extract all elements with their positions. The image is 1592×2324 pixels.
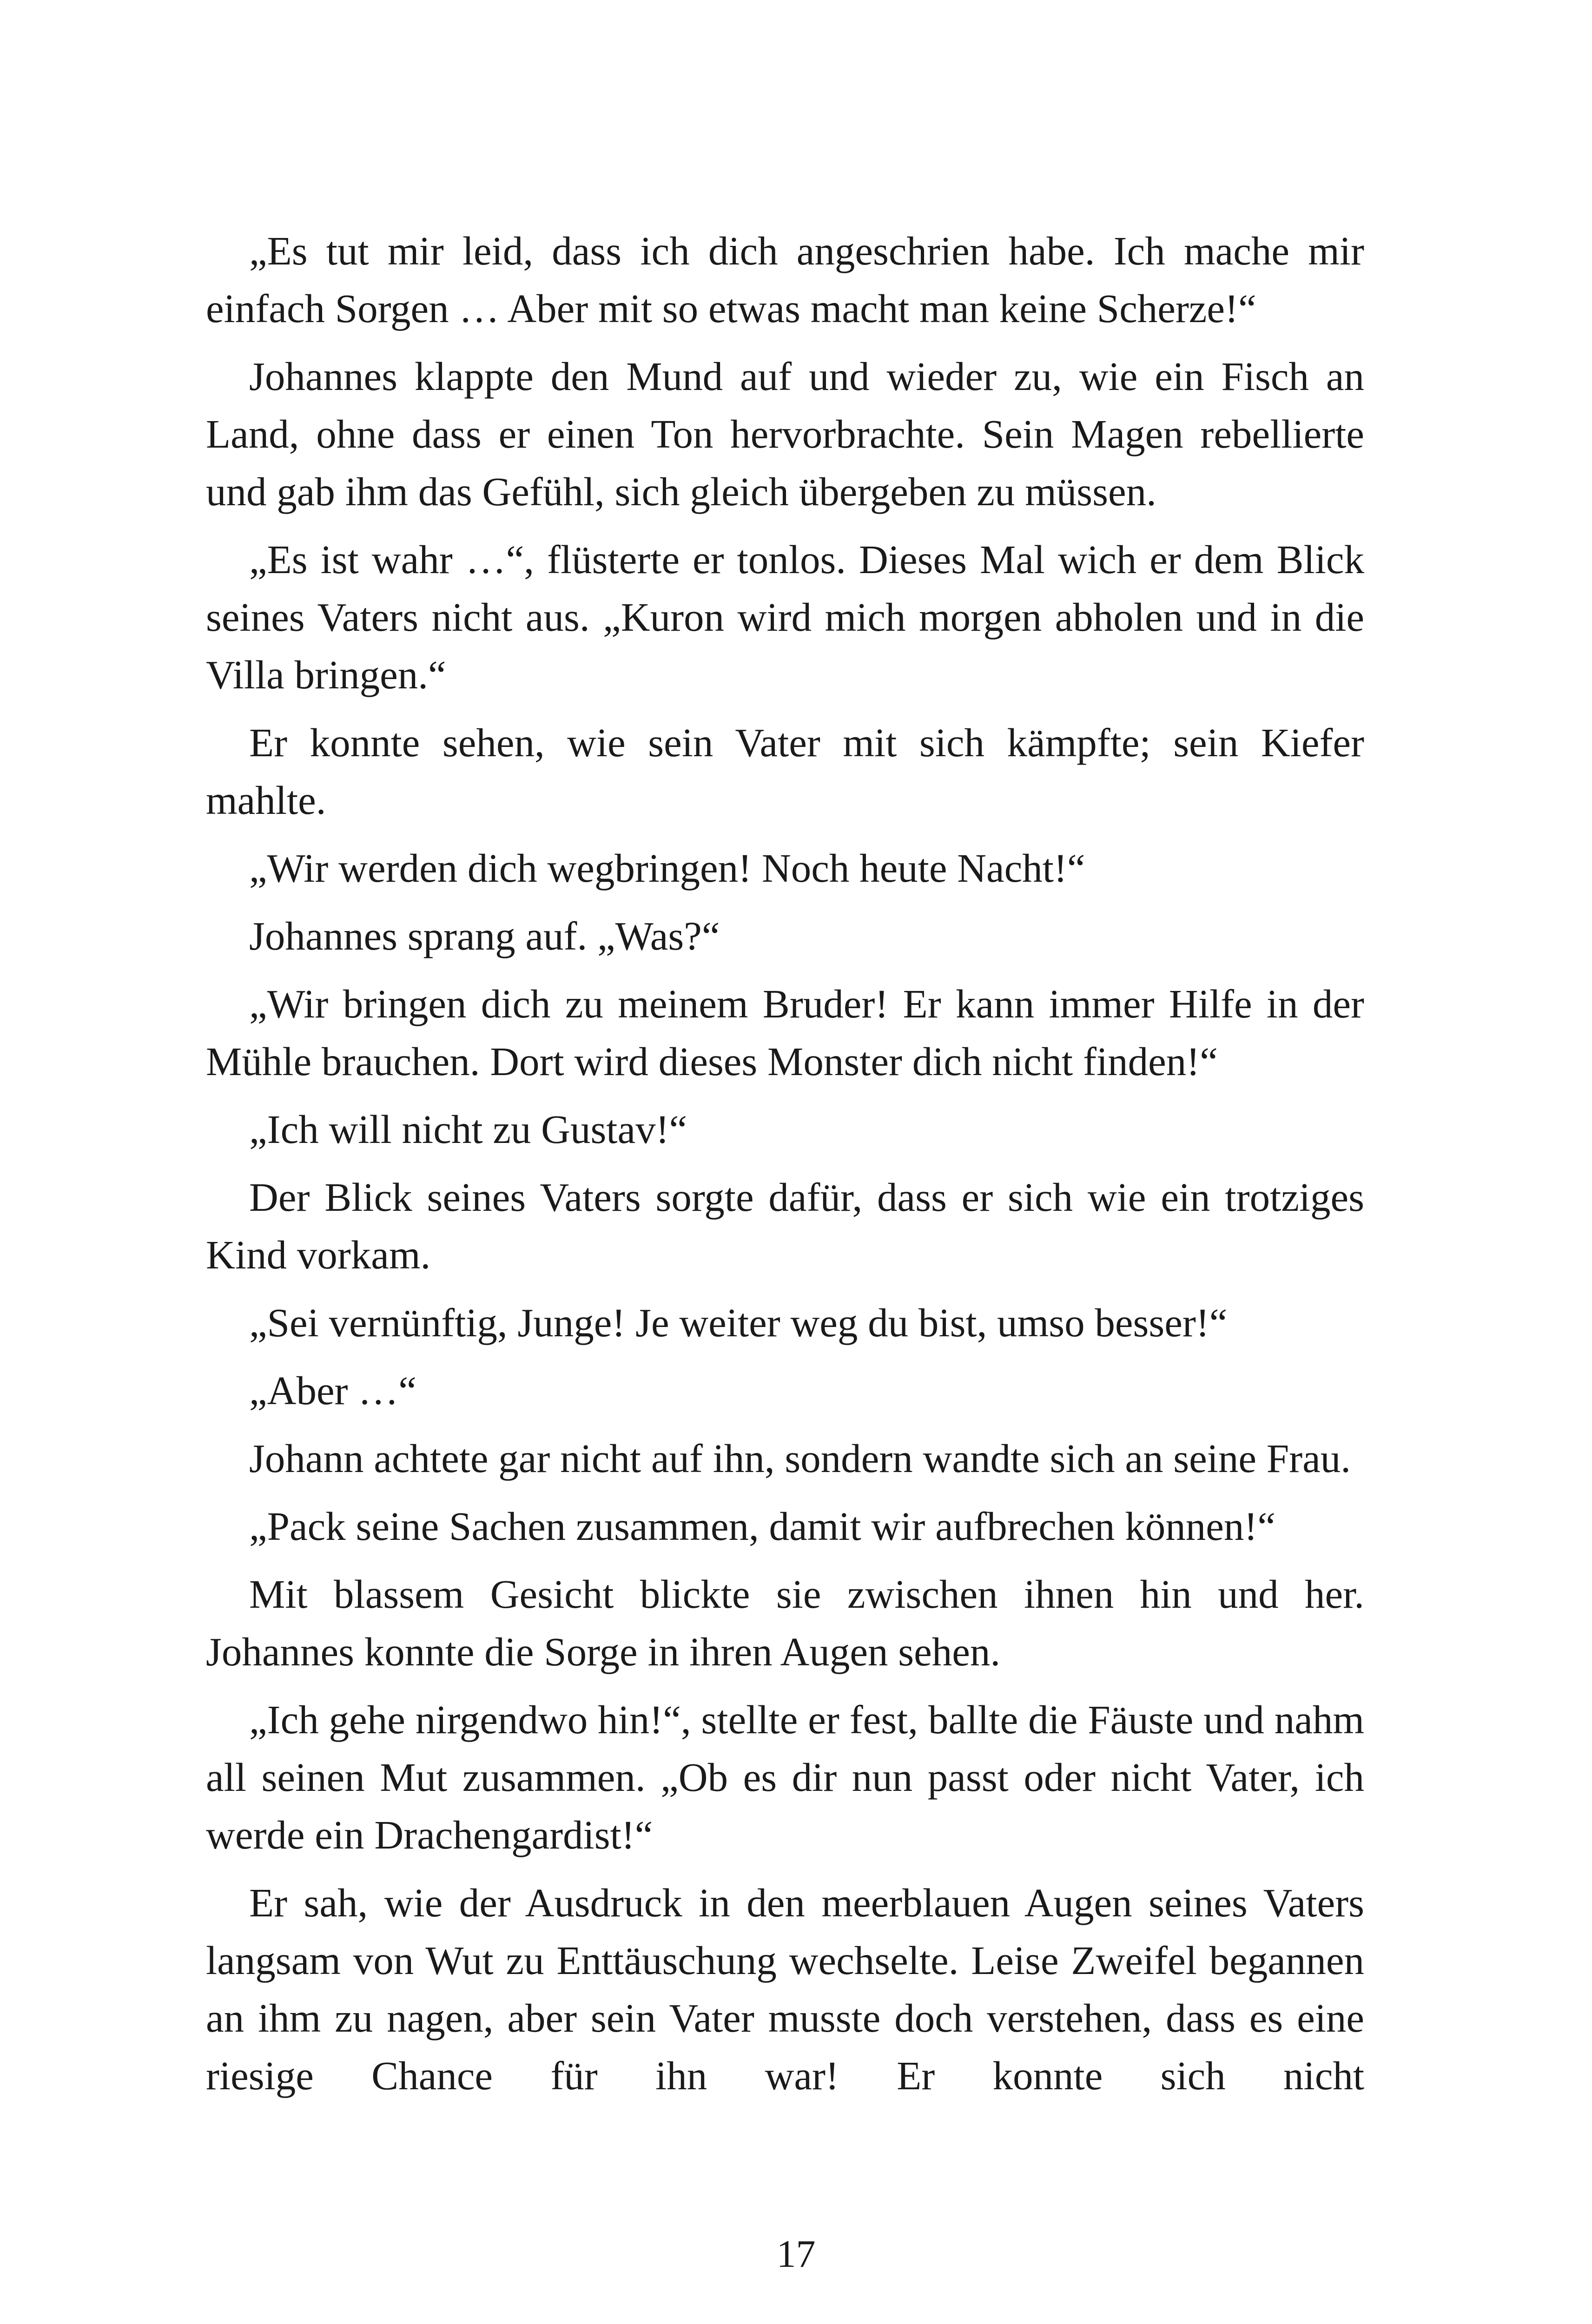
- paragraph-2: Johannes klappte den Mund auf und wieder zu, wie ein Fisch an Land, ohne dass er einen Ton hervorbrachte. Sein Magen rebellierte und gab ihm das Gefühl, sich gleich übergeben zu müssen.: [206, 354, 1364, 514]
- paragraph-12: Johann achtete gar nicht auf ihn, sondern wandte sich an seine Frau.: [249, 1436, 1351, 1481]
- body-text: [206, 222, 1364, 2105]
- paragraph-16: Er sah, wie der Ausdruck in den meerblauen Augen seines Vaters langsam von Wut zu Enttäuschung wechselte. Leise Zweifel begannen an ihm zu nagen, aber sein Vater musste doch verstehen, dass es eine riesige Chance für ihn war! Er konnte sich nicht: [206, 1880, 1364, 2098]
- paragraph-10: „Sei vernünftig, Junge! Je weiter weg du bist, umso besser!“: [249, 1300, 1228, 1345]
- paragraph-7: „Wir bringen dich zu meinem Bruder! Er kann immer Hilfe in der Mühle brauchen. Dort wird dieses Monster dich nicht finden!“: [206, 981, 1364, 1084]
- paragraph-5: „Wir werden dich wegbringen! Noch heute Nacht!“: [249, 845, 1085, 891]
- paragraph-3: „Es ist wahr …“, flüsterte er tonlos. Dieses Mal wich er dem Blick seines Vaters nicht aus. „Kuron wird mich morgen abholen und in die Villa bringen.“: [206, 537, 1364, 697]
- paragraph-13: „Pack seine Sachen zusammen, damit wir aufbrechen können!“: [249, 1504, 1275, 1549]
- paragraph-11: „Aber …“: [249, 1368, 416, 1413]
- paragraph-8: „Ich will nicht zu Gustav!“: [249, 1107, 687, 1152]
- paragraph-1: „Es tut mir leid, dass ich dich angeschrien habe. Ich mache mir einfach Sorgen … Aber mit so etwas macht man keine Scherze!“: [206, 228, 1364, 331]
- paragraph-6: Johannes sprang auf. „Was?“: [249, 913, 720, 958]
- paragraph-4: Er konnte sehen, wie sein Vater mit sich kämpfte; sein Kiefer mahlte.: [206, 720, 1364, 823]
- paragraph-9: Der Blick seines Vaters sorgte dafür, dass er sich wie ein trotziges Kind vorkam.: [206, 1175, 1364, 1277]
- paragraph-15: „Ich gehe nirgendwo hin!“, stellte er fest, ballte die Fäuste und nahm all seinen Mut zusammen. „Ob es dir nun passt oder nicht Vater, ich werde ein Drachengardist!“: [206, 1697, 1364, 1857]
- page-number: 17: [776, 2232, 816, 2276]
- paragraph-14: Mit blassem Gesicht blickte sie zwischen ihnen hin und her. Johannes konnte die Sorge in ihren Augen sehen.: [206, 1571, 1364, 1674]
